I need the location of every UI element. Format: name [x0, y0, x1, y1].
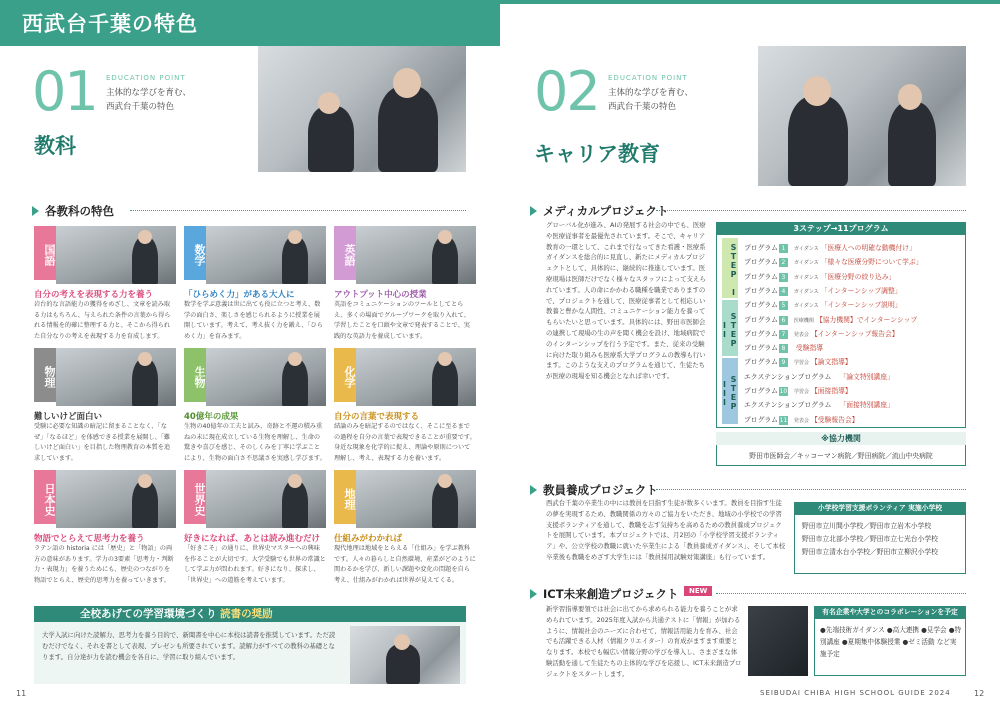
- program-row: [744, 314, 917, 325]
- subject-card: [334, 348, 476, 466]
- subject-body: 現代地理は地域をとらえる「仕組み」を学ぶ教科です。人々の暮らしと自然環境、産業がどのように関わるかを学び、新しい課題や変化の問題を自ら考え、仕組みがわかれば世界が見えてくる。: [334, 545, 476, 584]
- subject-tag: 物理: [34, 348, 56, 402]
- subject-body: 英語をコミュニケーションのツールとしてとらえ、多くの場面でグループワークを取り入れて、学習したことを口頭や文章で発表することで、実践的な英語力を養成しています。: [334, 301, 470, 340]
- program-row: [744, 328, 899, 339]
- left-subtitle: 教科: [34, 134, 76, 158]
- program-title: 【論文指導】: [810, 358, 852, 367]
- subject-card: [184, 226, 326, 344]
- point-number-02: 02: [534, 60, 599, 123]
- program-number: 3: [779, 273, 788, 282]
- career-photo: [758, 46, 966, 186]
- program-box-title: 3ステップ→11プログラム: [716, 222, 966, 235]
- program-number: 1: [779, 244, 788, 253]
- program-number: 2: [779, 258, 788, 267]
- ict-body: 新学習指導要領では社会に出てから求められる能力を養うことが求められています。2025年度入試から共通テストに「情報」が加わるように、情報社会のニーズに合わせて、情報活用能力を育み、社会でも活躍できる人材（情報クリエイター）の育成がますます重要となります。本校でも幅広い情報分野の学びを導入し、さまざまな体験活動を通して生徒たちの主体的な学びを応援し、ICT未来創造プロジェクトをスタートします。: [546, 605, 742, 678]
- program-name: エクステンションプログラム: [744, 372, 832, 381]
- subject-card: [334, 226, 476, 344]
- program-number: 5: [779, 301, 788, 310]
- subject-card: [184, 348, 326, 466]
- program-title: 「インターンシップ調整」: [820, 286, 902, 295]
- classroom-photo: [258, 46, 466, 172]
- footer-title: SEIBUDAI CHIBA HIGH SCHOOL GUIDE 2024: [760, 689, 951, 697]
- subject-tag: 化学: [334, 348, 356, 402]
- subject-body: 結論のみを暗記するのではなく、そこに至るまでの過程を自分の言葉で表現できることが重要です。身近な現象を化学的に捉え、理論や原則について理解し、考え、表現する力を養います。: [334, 423, 476, 462]
- program-title: 【インターンシップ報告会】: [810, 329, 899, 338]
- step-3-band: STEP III: [722, 358, 738, 424]
- subject-photo: [206, 470, 326, 528]
- program-number: 7: [779, 330, 788, 339]
- program-name: プログラム: [744, 244, 778, 252]
- program-name: プログラム: [744, 315, 778, 324]
- program-name: プログラム: [744, 358, 778, 367]
- point-description-2: 主体的な学びを育む、 西武台千葉の特色: [608, 88, 694, 112]
- school-row: 野田市立北部小学校／野田市立七光台小学校: [802, 535, 938, 543]
- page-number-left: 11: [16, 689, 27, 698]
- subject-photo: [56, 470, 176, 528]
- medical-section-title: メディカルプロジェクト: [530, 203, 668, 219]
- program-name: プログラム: [744, 329, 778, 338]
- ict-photo: [748, 606, 808, 676]
- right-subtitle: キャリア教育: [534, 142, 660, 166]
- subject-title: 物語でとらえて思考力を養う: [34, 534, 145, 544]
- program-row: [744, 242, 916, 253]
- program-name: プログラム: [744, 301, 778, 310]
- program-name: プログラム: [744, 258, 778, 267]
- subject-title: 自分の考えを表現する力を養う: [34, 290, 154, 300]
- subject-tag: 地理: [334, 470, 356, 524]
- program-title: 「インターンシップ説明」: [820, 301, 902, 310]
- program-title: 「医療分野の絞り込み」: [820, 272, 896, 281]
- subject-title: 仕組みがわかれば: [334, 534, 403, 544]
- education-point-label: EDUCATION POINT: [106, 74, 186, 82]
- subject-body: 受験に必要な知識の暗記に留まることなく、「なぜ」「なるほど」を体感できる授業を展開し、「難しいけど面白い」を目指した物理教育の本質を追求しています。: [34, 423, 171, 462]
- program-name: プログラム: [744, 387, 778, 395]
- subject-photo: [206, 226, 326, 284]
- program-number: 9: [779, 358, 788, 367]
- teacher-section-title: 教員養成プロジェクト: [530, 482, 658, 498]
- point-description: 主体的な学びを育む、 西武台千葉の特色: [106, 88, 192, 112]
- program-row: [744, 399, 894, 409]
- ict-divider: [716, 593, 966, 594]
- subject-body: ラテン語の historia には「歴史」と「物語」の両方の意味があります。学力の3要素「思考力・判断力・表現力」を養うためにも、歴史のつながりを物語でとらえ、歴史的思考力を養っていきます。: [34, 545, 174, 584]
- coop-title: ※協力機関: [716, 432, 966, 445]
- program-title: 「論文特別講座」: [839, 372, 894, 381]
- teacher-body: 西武台千葉の卒業生の中には教員を目指す生徒が数多くいます。教員を目指す生徒の夢を実現するため、教職関係の方々のご協力をいただき、地域の小学校での学習支援ボランティアを通して、教職を志す気持ちを高めるための教員養成プロジェクトを展開しています。本プロジェクトでは、月2回の「小学校学習支援ボランティア」や、公立学校の教職に就いた卒業生による「教員養成ガイダンス」、そして本校卒業後も教職をめざす大学生には「教員採用試験対策講座」も行っています。: [546, 499, 786, 561]
- collab-list: ●先端技術ガイダンス ●高大連携 ●見学会 ●特別講座 ●夏期集中体験授業 ●ゼミ活動 など実施予定: [820, 626, 962, 658]
- subject-tag: 数学: [184, 226, 206, 280]
- program-row: [744, 342, 823, 353]
- program-type: ガイダンス: [793, 260, 819, 267]
- program-number: 10: [779, 388, 788, 395]
- subject-tag: 生物: [184, 348, 206, 402]
- program-name: プログラム: [744, 344, 778, 353]
- medical-divider: [656, 210, 966, 211]
- program-number: 8: [779, 344, 788, 353]
- program-number: 4: [779, 287, 788, 296]
- program-title: 受験指導: [795, 344, 824, 353]
- subject-tag: 英語: [334, 226, 356, 280]
- program-type: ガイダンス: [793, 288, 819, 295]
- reading-banner-title: [80, 606, 273, 621]
- subject-card: [34, 470, 176, 588]
- banner-title-text: 全校あげての学習環境づくり: [80, 608, 217, 620]
- subject-title: 「ひらめく力」がある大人に: [184, 290, 295, 300]
- program-type: 学習会: [793, 360, 809, 367]
- school-list: [802, 520, 938, 559]
- education-point-label-2: EDUCATION POINT: [608, 74, 688, 82]
- program-type: ガイダンス: [793, 274, 819, 281]
- subject-body: 「好きこそ」の通りに、世界史マスターへの興味を作ることが大切です。大学受験でも世界の常識として学ぶ力が問われます。好きになり、探求し、「世界史」への道筋を考えています。: [184, 545, 326, 584]
- program-type: 発表会: [793, 417, 809, 424]
- subject-photo: [206, 348, 326, 406]
- subject-tag: 日本史: [34, 470, 56, 524]
- program-title: 「医療人への明確な動機付け」: [820, 244, 916, 252]
- program-type: 発表会: [793, 331, 809, 338]
- program-type: ガイダンス: [793, 303, 819, 310]
- subject-photo: [356, 226, 476, 284]
- reading-photo: [350, 626, 460, 684]
- step-1-band: STEP I: [722, 238, 738, 298]
- school-row: 野田市立川間小学校／野田市立岩木小学校: [802, 522, 932, 530]
- subject-body: 生物の40億年の工夫と試み、奇跡と不運の積み重ねの末に現在成立している生物を理解し、生命の驚きや喜びを感じ、そのしくみを丁寧に学ぶことにより、生物の面白さ不思議さを実感し学びます。: [184, 423, 326, 462]
- page-number-right: 12: [974, 689, 985, 698]
- reading-banner-body: 大学入試に向けた読解力、思考力を養う目的で、新聞書を中心に本校は読書を推奨しています。ただ読むだけでなく、それを書として表現、プレゼンも所要されています。読解力がすべての教科の基礎となります。自分達が力を読む機会を各自に、学習に取り組んでいます。: [42, 631, 336, 661]
- medical-body: グローバル化が進み、AIの発展する社会の中でも、医療や医療従事者を最優先されています。そこで、キャリア教育の一環として、これまで行なってきた看護・医療系ガイダンスを総合的に見直し、新たにメディカルプロジェクトとして、具体的に、継続的に推進しています。医療現場は医師だけでなく様々なスタッフによって支えられています。人の命にかかわる職種を職業でありますので、プロジェクトを通して、医療従事者として相応しい教養と豊かな人間性、コミュニケーション能力を養ってもらいたいと思っています。具体的には、野田市医師会の連携して現場の生の声を聞く機会を設け、地域病院でのインターンシップを行う予定です。また、従来の受験に向けた取り組みも医療系大学プログラムの教導も行います。このような支えのプログラムを通じて、生徒たちが医療の現場を知る機会となれば幸いです。: [546, 221, 706, 381]
- header-rule: [500, 0, 1000, 4]
- program-row: [744, 256, 923, 267]
- program-type: ガイダンス: [793, 246, 819, 252]
- program-number: 11: [779, 416, 788, 424]
- subject-title: アウトプット中心の授業: [334, 290, 427, 300]
- program-row: [744, 285, 902, 296]
- program-row: [744, 371, 894, 381]
- program-row: [744, 271, 895, 282]
- program-title: 「面接特別講座」: [839, 401, 894, 410]
- subject-card: [34, 226, 176, 344]
- program-title: 「様々な医療分野について学ぶ」: [820, 258, 923, 267]
- subject-tag: 世界史: [184, 470, 206, 524]
- subject-title: 難しいけど面白い: [34, 412, 103, 422]
- step-2-band: STEP II: [722, 300, 738, 356]
- program-title: 【面接指導】: [810, 387, 852, 395]
- program-title: 【受験報告会】: [810, 415, 859, 424]
- subject-photo: [356, 348, 476, 406]
- school-row: 野田市立清水台小学校／野田市立柳沢小学校: [802, 548, 938, 556]
- subject-photo: [56, 348, 176, 406]
- subject-tag: 国語: [34, 226, 56, 280]
- program-type: 医療機関: [793, 317, 814, 324]
- program-row: [744, 414, 859, 425]
- section-header: [0, 0, 500, 46]
- page-heading: 西武台千葉の特色: [22, 12, 198, 36]
- program-row: [744, 356, 852, 367]
- subject-photo: [356, 470, 476, 528]
- coop-list: 野田市医師会／キッコーマン病院／野田病院／流山中央病院: [749, 452, 933, 460]
- program-name: プログラム: [744, 272, 778, 281]
- subject-title: 好きになれば、あとは読み進むだけ: [184, 534, 321, 544]
- subject-card: [34, 348, 176, 466]
- program-row: [744, 299, 902, 310]
- point-number-01: 01: [32, 60, 97, 123]
- program-title: 【協力機関】でインターンシップ: [815, 315, 918, 324]
- collab-box-title: 有名企業や大学とのコラボレーションを予定: [814, 606, 966, 619]
- subject-photo: [56, 226, 176, 284]
- teacher-divider: [656, 489, 966, 490]
- new-badge: NEW: [684, 586, 712, 596]
- program-name: プログラム: [744, 415, 778, 424]
- subject-title: 自分の言葉で表現する: [334, 412, 420, 422]
- program-number: 6: [779, 316, 788, 325]
- school-box-title: 小学校学習支援ボランティア 実施小学校: [794, 502, 966, 515]
- subject-card: [334, 470, 476, 588]
- ict-section-title: ICT未来創造プロジェクト: [530, 586, 678, 602]
- subject-body: 岩台的な言語能力の獲得をめざし、文章を読み取る力はもちろん、与えられた条件の言葉から得られる情報を的確に整理する力と、そこから得られた自分なりの考えを表現する力を育成します。: [34, 301, 171, 340]
- banner-accent-text: 読書の奨励: [220, 608, 273, 620]
- subject-title: 40億年の成果: [184, 412, 239, 422]
- subject-card: [184, 470, 326, 588]
- program-name: エクステンションプログラム: [744, 401, 832, 410]
- program-type: 学習会: [793, 389, 809, 395]
- subjects-section-title: 各教科の特色: [32, 203, 114, 219]
- section-divider: [130, 210, 466, 211]
- program-row: [744, 385, 852, 396]
- subject-body: 数学を学ぶ意義は世に出ても役に立つと考え、数学の面白さ、楽しさを感じられるように授業を展開しています。考えて、考え抜く力を鍛え、「ひらめく力」を育みます。: [184, 301, 323, 340]
- program-name: プログラム: [744, 286, 778, 295]
